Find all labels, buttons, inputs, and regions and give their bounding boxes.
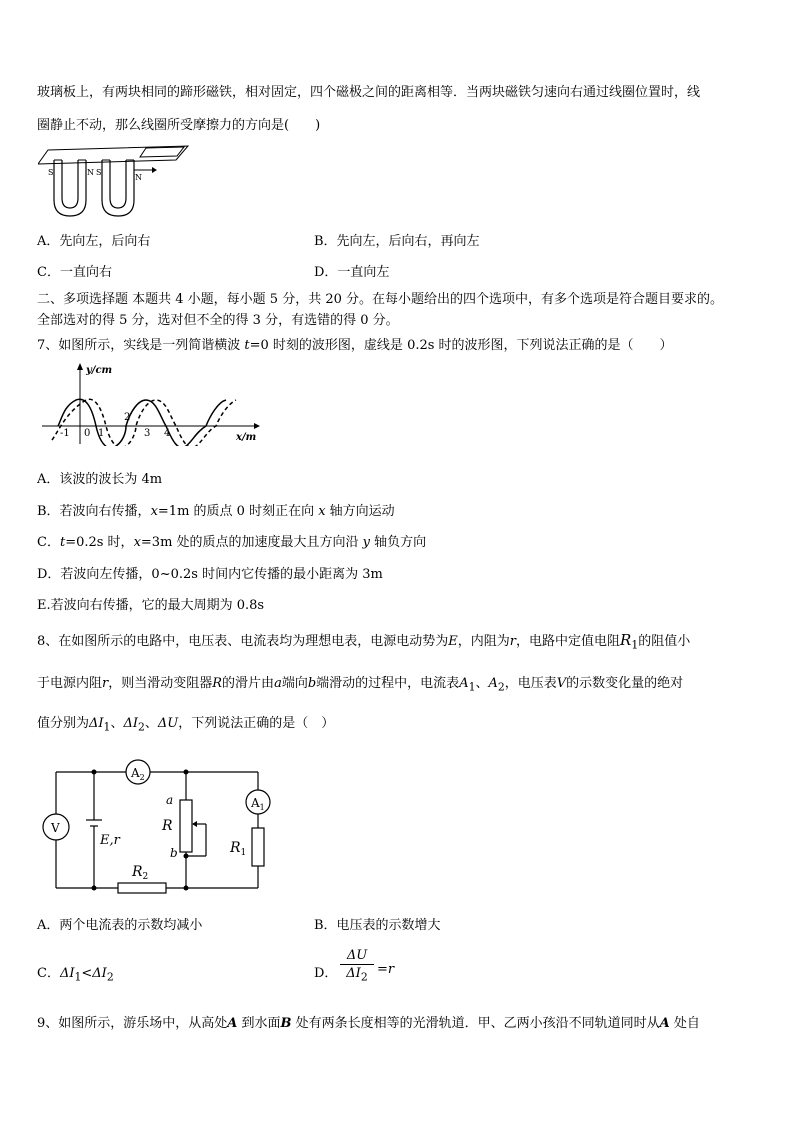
q8-option-d-rhs: =r — [377, 962, 395, 977]
q7-option-d: D．若波向左传播，0~0.2s 时间内它传播的最小距离为 3m — [37, 567, 383, 582]
tick-label: 4 — [164, 428, 171, 439]
q8-stem-line1: 8、在如图所示的电路中，电压表、电流表均为理想电表，电源电动势为E，内阻为r，电路中定值电阻$R_1$的阻值小 — [37, 631, 691, 652]
q8-option-d-fraction: ΔU $\Delta I_2$ — [340, 948, 374, 987]
q8-stem-line3: 值分别为$\Delta I_1$、$\Delta I_2$、ΔU，下列说法正确的是（ ） — [37, 716, 335, 734]
y-axis-label: y/cm — [86, 365, 113, 376]
q7-stem: 7、如图所示，实线是一列简谐横波 t=0 时刻的波形图，虚线是 0.2s 时的波形图，下列说法正确的是（ ） — [37, 338, 673, 353]
q8-option-a: A．两个电流表的示数均减小 — [37, 918, 203, 933]
q9-stem: 9、如图所示，游乐场中，从高处A 到水面B 处有两条长度相等的光滑轨道．甲、乙两小孩沿不同轨道同时从A 处自 — [37, 1016, 700, 1031]
rheostat-label: R — [162, 818, 173, 834]
tick-label: 1 — [98, 428, 105, 439]
pole-label: N — [87, 168, 94, 177]
ammeter-a1-label: $A_1$ — [251, 796, 265, 812]
section2-heading-line2: 全部选对的得 5 分，选对但不全的得 3 分，有选错的得 0 分。 — [37, 313, 399, 328]
pole-label: S — [48, 168, 54, 177]
pole-label: N — [135, 173, 142, 182]
q7-option-c: C．t=0.2s 时，x=3m 处的质点的加速度最大且方向沿 y 轴负方向 — [37, 535, 427, 550]
section2-heading-line1: 二、多项选择题 本题共 4 小题，每小题 5 分，共 20 分。在每小题给出的四个选项中，有多个选项是符合题目要求的。 — [37, 292, 724, 307]
q7-option-a: A．该波的波长为 4m — [37, 472, 163, 487]
q7-option-b: B．若波向右传播，x=1m 的质点 0 时刻正在向 x 轴方向运动 — [37, 504, 395, 519]
q6-option-d: D．一直向左 — [314, 265, 390, 280]
q6-option-a: A．先向左，后向右 — [37, 234, 151, 249]
tick-label: 2 — [124, 412, 131, 423]
q6-option-b: B．先向左，后向右，再向左 — [314, 234, 480, 249]
pole-label: S — [96, 168, 102, 177]
terminal-a-label: a — [166, 793, 174, 807]
tick-label: 3 — [144, 428, 151, 439]
q6-stem-line2: 圈静止不动，那么线圈所受摩擦力的方向是( ) — [37, 118, 321, 133]
r1-label: $R_1$ — [230, 840, 247, 858]
q6-option-c: C．一直向右 — [37, 265, 112, 280]
q8-stem-line2: 于电源内阻r，则当滑动变阻器R的滑片由a端向b端滑动的过程中，电流表$A_1$、$A_2$，电压表V的示数变化量的绝对 — [37, 676, 684, 694]
x-axis-label: x/m — [236, 432, 257, 443]
tick-label: 0 — [84, 428, 91, 439]
terminal-b-label: b — [170, 846, 178, 860]
r2-label: $R_2$ — [132, 864, 149, 882]
q7-option-e: E.若波向右传播，它的最大周期为 0.8s — [37, 598, 265, 613]
q6-magnet-figure — [38, 142, 190, 220]
q7-wave-figure — [38, 360, 268, 446]
voltmeter-label: V — [51, 821, 60, 835]
q8-option-b: B．电压表的示数增大 — [314, 918, 441, 933]
source-label: E,r — [100, 833, 120, 848]
tick-label: -1 — [60, 428, 70, 439]
q8-option-c: C．$\Delta I_1<\Delta I_2$ — [37, 966, 114, 984]
q8-option-d-label: D． — [314, 966, 338, 981]
ammeter-a2-label: $A_2$ — [131, 766, 145, 782]
q6-stem-line1: 玻璃板上，有两块相同的蹄形磁铁，相对固定，四个磁极之间的距离相等．当两块磁铁匀速向右通过线圈位置时，线 — [37, 85, 701, 100]
q8-circuit-figure — [36, 756, 272, 896]
